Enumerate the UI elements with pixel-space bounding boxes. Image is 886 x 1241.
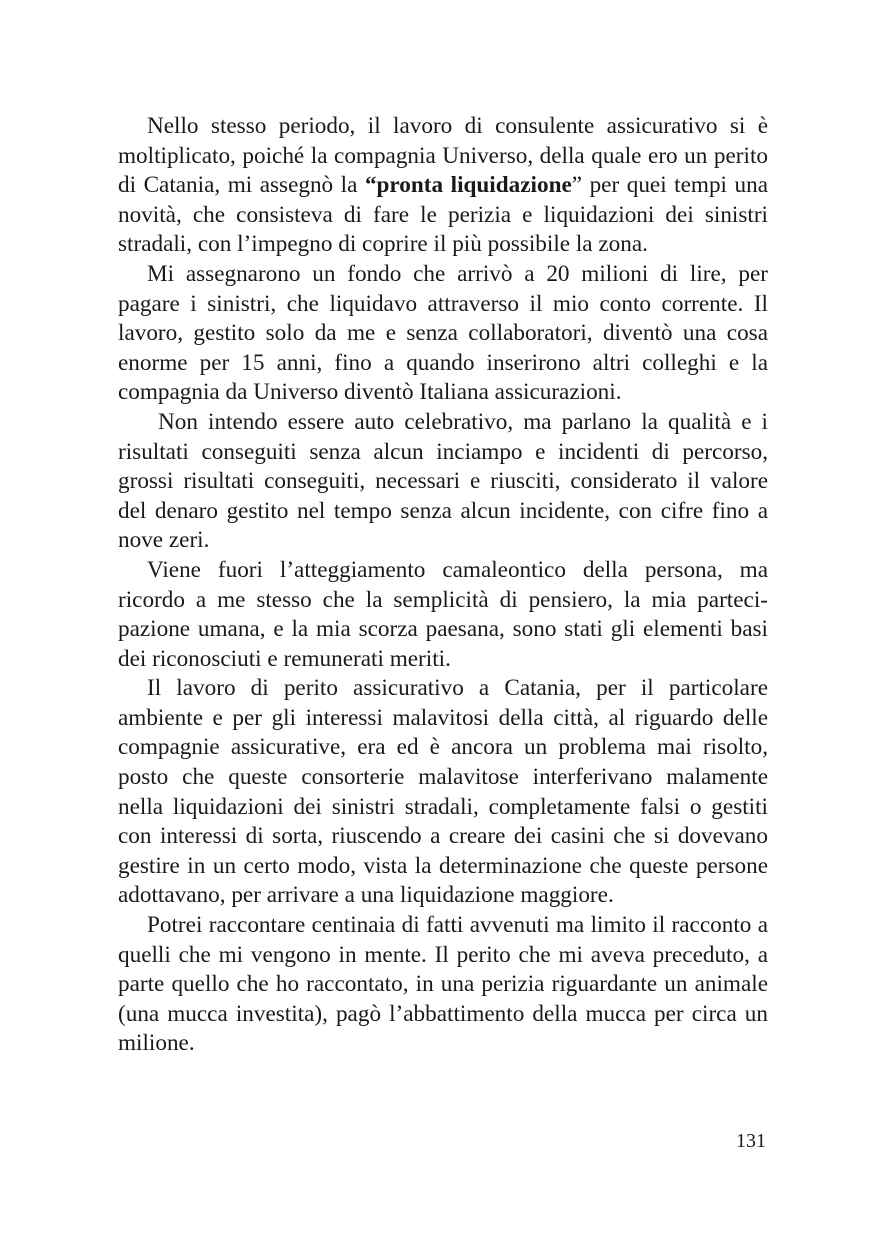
paragraph-1-text-end: ” per quei tempi una novità, che consisteva di fare le perizia e liquidazioni dei sinistri stradali, con l’impegno di coprire il più possibile la zona.	[118, 172, 768, 258]
paragraph-2: Mi assegnarono un fondo che arrivò a 20 milioni di lire, per pagare i sinistri, che liquidavo attraverso il mio conto corrente. Il lavoro, gestito solo da me e senza collaboratori, diventò una cosa enorme per 15 anni, fino a quando inserirono altri colleghi e la compagnia da Universo diventò Italiana assicurazioni.	[118, 260, 768, 406]
paragraph-6: Potrei raccontare centinaia di fatti avvenuti ma limito il racconto a quelli che mi vengono in mente. Il perito che mi aveva preceduto, a parte quello che ho raccontato, in una perizia riguardante un animale (una mucca investita), pagò l’abbattimento della mucca per circa un milione.	[118, 912, 768, 1057]
body-text	[118, 112, 768, 1059]
paragraph-4: Viene fuori l’atteggiamento camaleontico della persona, ma ricordo a me stesso che la semplicità di pensiero, la mia partecipazione umana, e la mia scorza paesana, sono stati gli elementi basi dei riconosciuti e remunerati meriti.	[118, 556, 768, 672]
book-page	[118, 112, 768, 1152]
paragraph-1-text-start: Nello stesso periodo, il lavoro di consulente assicurativo si è moltiplicato, poiché la compagnia Universo, della quale ero un perito di Catania, mi assegnò la	[118, 113, 768, 199]
paragraph-5: Il lavoro di perito assicurativo a Catania, per il particolare ambiente e per gli interessi malavitosi della città, al riguardo delle compagnie assicurative, era ed è ancora un problema mai risolto, posto che queste consorterie malavitose interferivano malamente nella liquidazioni dei sinistri stradali, completamente falsi o gestiti con interessi di sorta, riuscendo a creare dei casini che si dovevano gestire in un certo modo, vista la determinazione che queste persone adottavano, per arrivare a una liquidazione maggiore.	[118, 675, 768, 909]
paragraph-1	[118, 112, 768, 260]
page-number: 131	[736, 1130, 766, 1152]
bold-phrase-pronta-liquidazione: “pronta liquidazione	[364, 172, 572, 199]
paragraph-3: Non intendo essere auto celebrativo, ma parlano la qualità e i risultati conseguiti senza alcun inciampo e incidenti di percorso, grossi risultati conseguiti, necessari e riusciti, considerato il valore del denaro gestito nel tempo senza alcun incidente, con cifre fino a nove zeri.	[118, 408, 768, 554]
